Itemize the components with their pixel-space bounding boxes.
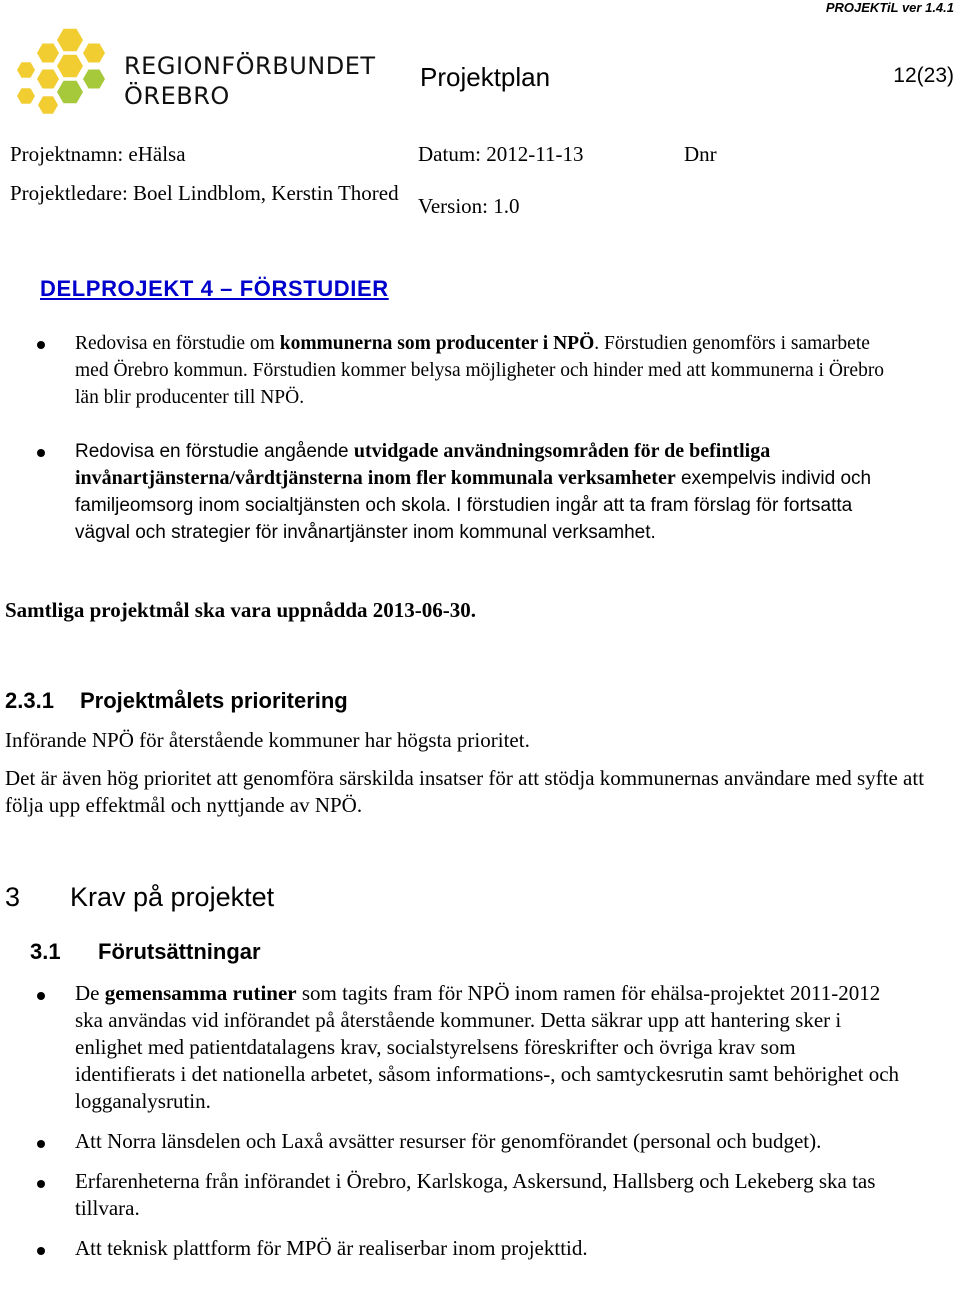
logo-hexagon [57, 55, 83, 78]
chapter-heading: 3 Krav på projektet [5, 882, 275, 912]
list-item: Redovisa en förstudie angående utvidgade användningsområden för de befintliga invånartjänsterna/vårdtjänsterna inom fler kommunala verksamheter exempelvis individ och familjeomsorg inom socialtjänsten och skola. I förstudien ingår att ta fram förslag för fortsatta vägval och strategier för invånartjänster inom kommunal verksamhet. [0, 438, 900, 546]
logo-hexagon [57, 29, 83, 52]
paragraph: Det är även hög prioritet att genomföra särskilda insatser för att stödja kommunernas användare med syfte att följa upp effektmål och nyttjande av NPÖ. [5, 766, 925, 817]
document-version: Version: 1.0 [418, 194, 520, 218]
logo-hexagon [17, 62, 35, 78]
list-item: Att Norra länsdelen och Laxå avsätter resurser för genomförandet (personal och budget). [0, 1128, 900, 1155]
list-item: Erfarenheterna från införandet i Örebro, Karlskoga, Askersund, Hallsberg och Lekeberg ska tas tillvara. [0, 1168, 900, 1222]
logo-hexagon [83, 70, 105, 89]
bullet-list [0, 438, 900, 546]
bullet-list [0, 330, 900, 411]
project-goal: Samtliga projektmål ska vara uppnådda 2013-06-30. [5, 598, 477, 622]
logo-hexagon [83, 44, 105, 63]
logo-hexagon [38, 96, 58, 113]
section-heading: DELPROJEKT 4 – FÖRSTUDIER [40, 276, 389, 301]
list-item: Redovisa en förstudie om kommunerna som producenter i NPÖ. Förstudien genomförs i samarbete med Örebro kommun. Förstudien kommer belysa möjligheter och hinder med att kommunerna i Örebro län blir producenter till NPÖ. [0, 330, 900, 411]
document-dnr: Dnr [684, 142, 717, 166]
project-name: Projektnamn: eHälsa [10, 142, 186, 166]
project-leader: Projektledare: Boel Lindblom, Kerstin Thored [10, 181, 399, 205]
subsection-heading: 2.3.1 Projektmålets prioritering [5, 688, 348, 713]
bullet-list [0, 980, 900, 1275]
logo-hexagon [37, 44, 59, 63]
hexagon-logo-icon [8, 26, 120, 118]
logo-hexagon [57, 81, 83, 104]
document-title: Projektplan [420, 62, 551, 92]
document-date: Datum: 2012-11-13 [418, 142, 584, 166]
paragraph: Införande NPÖ för återstående kommuner har högsta prioritet. [5, 728, 530, 752]
org-name-line2: ÖREBRO [124, 82, 230, 110]
org-name-line1: REGIONFÖRBUNDET [124, 52, 376, 80]
page-number: 12(23) [893, 64, 954, 87]
list-item: De gemensamma rutiner som tagits fram för NPÖ inom ramen för ehälsa-projektet 2011-2012 ska användas vid införandet på återstående kommuner. Detta säkrar upp att hantering sker i enlighet med patientdatalagens krav, socialstyrelsens föreskrifter och övriga krav som identifierats i det nationella arbetet, såsom informations-, och samtyckesrutin samt behörighet och logganalysrutin. [0, 980, 900, 1115]
subsection-heading: 3.1 Förutsättningar [30, 939, 261, 964]
version-tag: PROJEKTiL ver 1.4.1 [825, 0, 954, 15]
logo-hexagon [17, 88, 35, 104]
list-item: Att teknisk plattform för MPÖ är realiserbar inom projekttid. [0, 1235, 900, 1262]
logo-hexagon [37, 70, 59, 89]
